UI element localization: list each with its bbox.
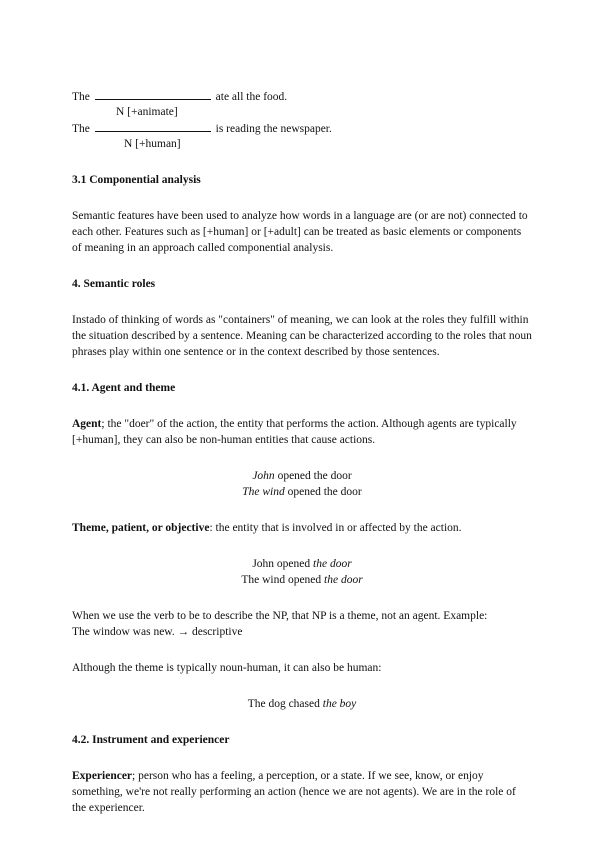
example-sentence-2 [72, 120, 532, 136]
paragraph-agent [72, 416, 532, 448]
blank-line [95, 120, 211, 132]
example-sentence-1 [72, 88, 532, 104]
example-italic: the door [313, 558, 352, 570]
term-theme: Theme, patient, or objective [72, 522, 210, 534]
example-italic: John [252, 470, 275, 482]
paragraph-semantic-roles: Instado of thinking of words as "containers" of meaning, we can look at the roles they fulfill within the situation described by a sentence. Meaning can be characterized according to the roles that noun phrases play within one sentence or in the context described by those sentences. [72, 314, 532, 358]
paragraph-human-theme: Although the theme is typically noun-human, it can also be human: [72, 662, 382, 674]
blank-line [95, 88, 211, 100]
section-heading-4-2: 4.2. Instrument and experiencer [72, 734, 230, 746]
section-heading-3-1: 3.1 Componential analysis [72, 174, 201, 186]
example-agent-1 [72, 468, 532, 484]
feature-label-2: N [+human] [124, 138, 181, 150]
section-heading-4-1: 4.1. Agent and theme [72, 382, 176, 394]
document-page [72, 88, 532, 816]
example-text: The wind opened [241, 574, 325, 586]
theme-definition: : the entity that is involved in or affected by the action. [209, 522, 462, 534]
paragraph-experiencer [72, 768, 532, 816]
term-agent: Agent [72, 418, 102, 430]
paragraph-theme [72, 520, 532, 536]
example-text: opened the door [274, 470, 352, 482]
paragraph-verb-to-be-example: The window was new. → descriptive [72, 626, 243, 638]
example-theme-3 [72, 696, 532, 712]
example-rest: ate all the food. [215, 91, 288, 103]
section-heading-4: 4. Semantic roles [72, 278, 156, 290]
feature-label-1: N [+animate] [116, 106, 178, 118]
example-theme-2 [72, 572, 532, 588]
example-text: The dog chased [247, 698, 323, 710]
example-word: The [72, 91, 90, 103]
paragraph-verb-to-be: When we use the verb to be to describe the NP, that NP is a theme, not an agent. Example: [72, 610, 488, 622]
example-theme-1 [72, 556, 532, 572]
example-text: opened the door [284, 486, 362, 498]
example-text: John opened [252, 558, 314, 570]
example-italic: the door [324, 574, 363, 586]
example-rest: is reading the newspaper. [215, 123, 332, 135]
example-agent-2 [72, 484, 532, 500]
example-italic: The wind [242, 486, 285, 498]
example-italic: the boy [322, 698, 357, 710]
paragraph-componential: Semantic features have been used to analyze how words in a language are (or are not) connected to each other. Features such as [+human] or [+adult] can be treated as basic elements or components of meaning in an approach called componential analysis. [72, 210, 528, 254]
term-experiencer: Experiencer [72, 770, 133, 782]
example-word: The [72, 123, 90, 135]
experiencer-definition: ; person who has a feeling, a perception, or a state. If we see, know, or enjoy something, we're not really performing an action (hence we are not agents). We are in the role of the experiencer. [72, 770, 516, 814]
agent-definition: ; the "doer" of the action, the entity that performs the action. Although agents are typically [+human], they can also be non-human entities that cause actions. [72, 418, 517, 446]
